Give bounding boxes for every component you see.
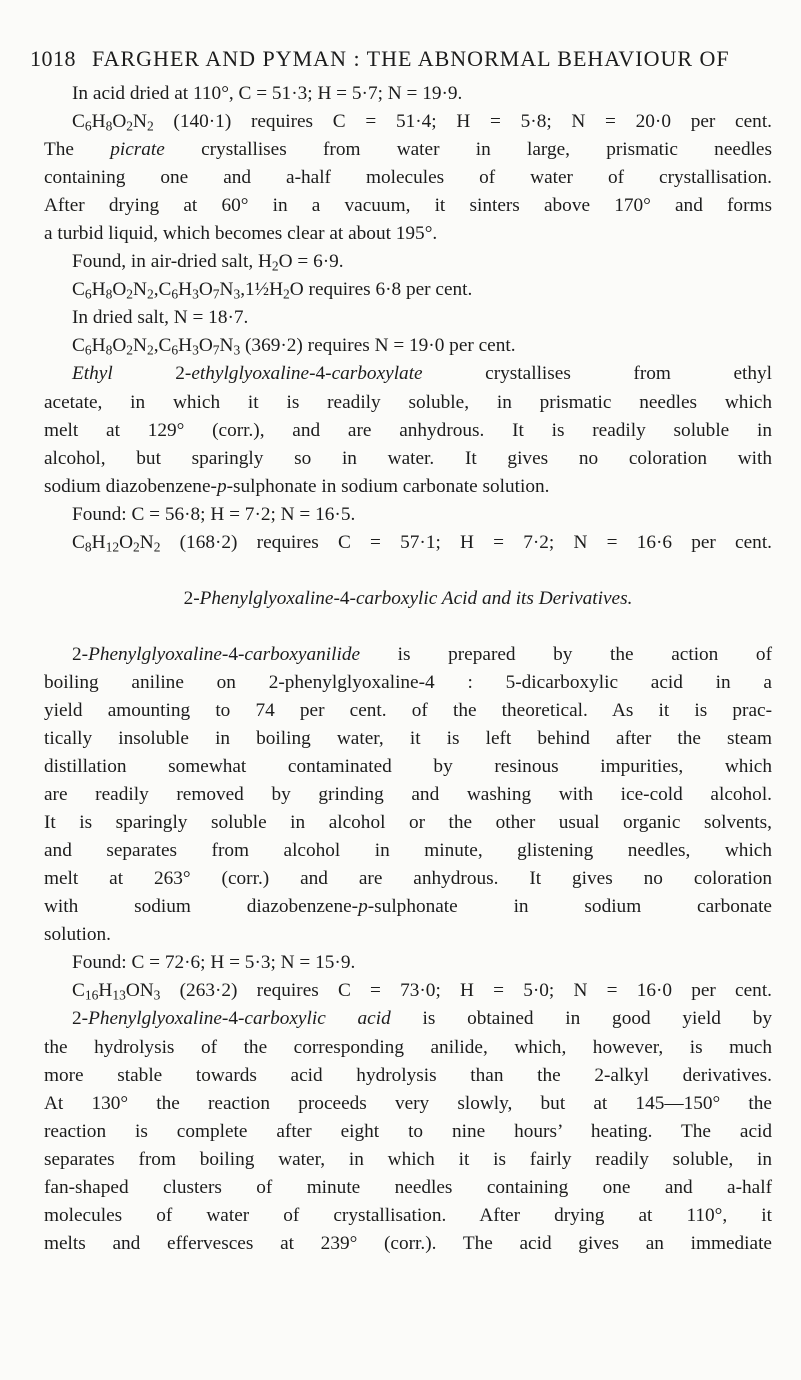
text-line: $C_6H_8O_2N_2,C_6H_3O_7N_3,1\frac{1}{2}H_2O$ requires 6·8 per cent.: [72, 279, 473, 302]
text-line: At 130° the reaction proceeds very slowly, but at 145—150° the: [44, 1092, 772, 1114]
text-line: alcohol, but sparingly so in water. It gives no coloration with: [44, 447, 772, 469]
text-line: $C_6H_8O_2N_2,C_6H_3O_7N_3$ (369·2) requires N = 19·0 per cent.: [72, 335, 516, 358]
text-line: It is sparingly soluble in alcohol or the other usual organic solvents,: [44, 812, 772, 834]
text-line: The picrate crystallises from water in large, prismatic needles: [44, 139, 772, 161]
text-line: melt at 263° (corr.) and are anhydrous. It gives no coloration: [44, 868, 772, 890]
text-line: are readily removed by grinding and washing with ice-cold alcohol.: [44, 784, 772, 806]
blank-line: [44, 557, 772, 585]
text-line: Found, in air-dried salt, $H_2O = 6\cdot 9$.: [72, 251, 344, 274]
text-line: melt at 129° (corr.), and are anhydrous. It is readily soluble in: [44, 419, 772, 441]
text-line: molecules of water of crystallisation. After drying at 110°, it: [44, 1204, 772, 1226]
text-line: Found: C = 72·6; H = 5·3; N = 15·9.: [72, 952, 356, 974]
text-line: and separates from alcohol in minute, glistening needles, which: [44, 840, 772, 862]
running-title: FARGHER AND PYMAN : THE ABNORMAL BEHAVIOUR OF: [92, 46, 730, 71]
text-line: reaction is complete after eight to nine hours’ heating. The acid: [44, 1120, 772, 1142]
text-line: separates from boiling water, in which it is fairly readily soluble, in: [44, 1148, 772, 1170]
text-line: After drying at 60° in a vacuum, it sinters above 170° and forms: [44, 195, 772, 217]
text-line: Found: C = 56·8; H = 7·2; N = 16·5.: [72, 503, 356, 525]
text-line: a turbid liquid, which becomes clear at about 195°.: [44, 223, 438, 245]
text-line: $C_{16}H_{13}ON_3$ (263·2) requires C = 73·0; H = 5·0; N = 16·0 per cent.: [72, 980, 772, 1003]
blank-line: [44, 613, 772, 641]
text-line: solution.: [44, 924, 111, 946]
section-heading: 2-Phenylglyoxaline-4-carboxylic Acid and its Derivatives.: [183, 587, 633, 609]
text-line: In dried salt, N = 18·7.: [72, 307, 249, 329]
text-line: $C_6H_8O_2N_2$ (140·1) requires C = 51·4; H = 5·8; N = 20·0 per cent.: [72, 111, 772, 134]
text-line: with sodium diazobenzene-p-sulphonate in sodium carbonate: [44, 896, 772, 918]
text-line: In acid dried at 110°, C = 51·3; H = 5·7; N = 19·9.: [72, 83, 463, 104]
text-line: more stable towards acid hydrolysis than the 2-alkyl derivatives.: [44, 1064, 772, 1086]
text-line: $C_8H_{12}O_2N_2$ (168·2) requires C = 57·1; H = 7·2; N = 16·6 per cent.: [72, 531, 772, 555]
text-line: 2-Phenylglyoxaline-4-carboxylic acid is obtained in good yield by: [72, 1008, 772, 1030]
article-body: [44, 80, 772, 1258]
text-line: 2-Phenylglyoxaline-4-carboxyanilide is prepared by the action of: [72, 643, 772, 665]
page-number: 1018: [30, 46, 76, 71]
text-line: acetate, in which it is readily soluble, in prismatic needles which: [44, 391, 772, 413]
text-line: the hydrolysis of the corresponding anilide, which, however, is much: [44, 1036, 772, 1058]
text-line: containing one and a-half molecules of water of crystallisation.: [44, 167, 772, 189]
running-header: [30, 46, 730, 72]
text-line: melts and effervesces at 239° (corr.). The acid gives an immediate: [44, 1232, 772, 1254]
text-line: fan-shaped clusters of minute needles containing one and a-half: [44, 1176, 772, 1198]
text-line: Ethyl 2-ethylglyoxaline-4-carboxylate crystallises from ethyl: [72, 363, 772, 385]
text-line: distillation somewhat contaminated by resinous impurities, which: [44, 756, 772, 778]
text-line: tically insoluble in boiling water, it is left behind after the steam: [44, 727, 772, 749]
text-line: sodium diazobenzene-p-sulphonate in sodium carbonate solution.: [44, 475, 550, 497]
text-line: yield amounting to 74 per cent. of the theoretical. As it is prac-: [44, 699, 772, 721]
text-line: boiling aniline on 2-phenylglyoxaline-4 : 5-dicarboxylic acid in a: [44, 671, 772, 693]
